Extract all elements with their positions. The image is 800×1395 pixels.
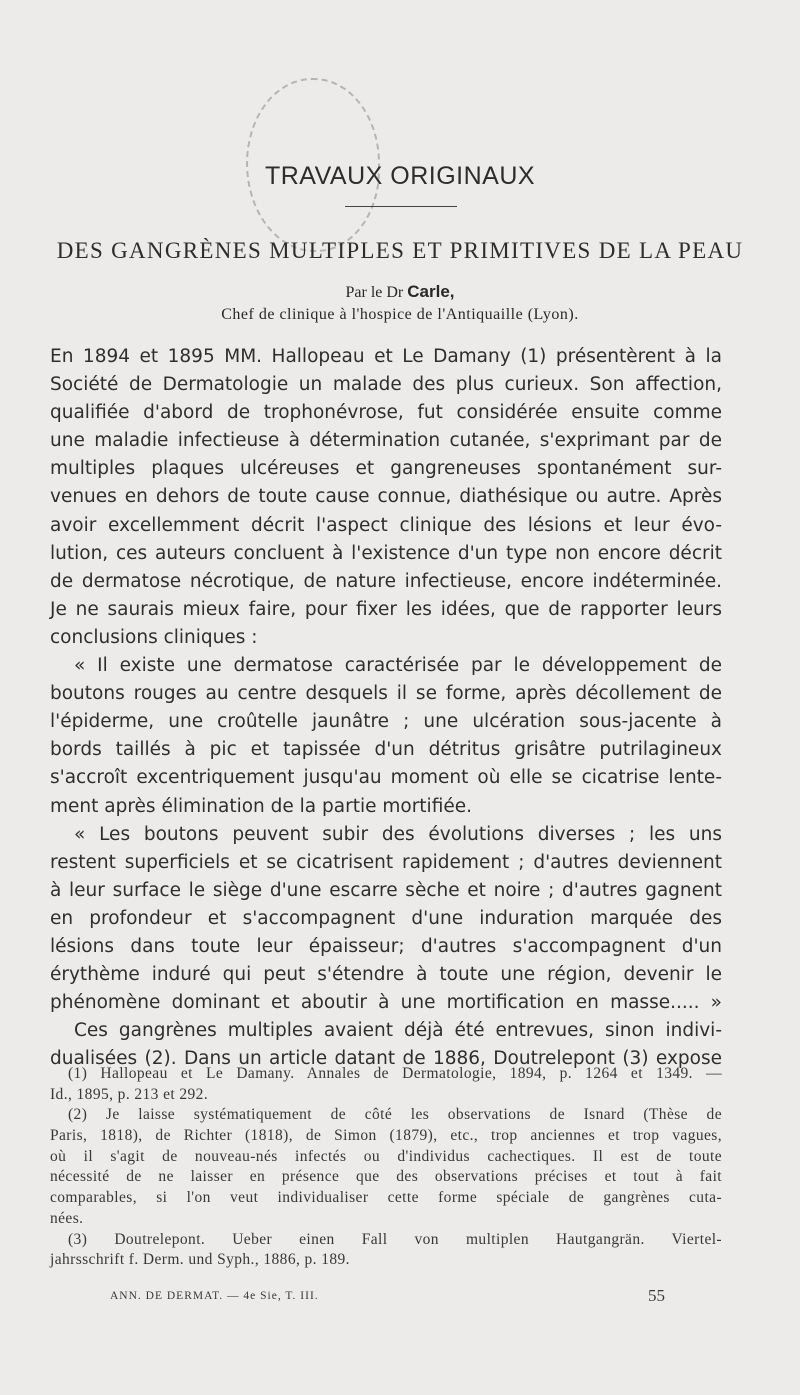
footnote-line: où il s'agit de nouveau-nés infectés ou d'individus cachectiques. Il est de toute [50, 1147, 722, 1165]
body-line: l'épiderme, une croûtelle jaunâtre ; une ulcération sous-jacente à [50, 711, 722, 733]
byline [0, 282, 800, 302]
body-line: qualifiée d'abord de trophonévrose, fut considérée ensuite comme [50, 402, 722, 424]
body-line: conclusions cliniques : [50, 626, 258, 648]
footnote-line: Id., 1895, p. 213 et 292. [50, 1085, 209, 1103]
body-line: « Les boutons peuvent subir des évolutions diverses ; les uns [74, 823, 722, 845]
body-line: à leur surface le siège d'une escarre sèche et noire ; d'autres gagnent [50, 879, 722, 901]
body-line: En 1894 et 1895 MM. Hallopeau et Le Damany (1) présentèrent à la [50, 346, 722, 367]
body-line: phénomène dominant et aboutir à une mortification en masse..... » [50, 992, 722, 1014]
body-line: ment après élimination de la partie mortifiée. [50, 795, 472, 817]
page-number: 55 [648, 1286, 665, 1305]
byline-prefix: Par le Dr [345, 284, 404, 301]
body-text [50, 343, 722, 1073]
title-rule [345, 206, 457, 207]
body-line: avoir excellemment décrit l'aspect clinique des lésions et leur évo- [50, 514, 722, 536]
body-line: en profondeur et s'accompagnent d'une induration marquée des [50, 907, 722, 929]
footnote-line: (3) Doutrelepont. Ueber einen Fall von multiplen Hautgangrän. Viertel- [68, 1230, 722, 1248]
body-line: Société de Dermatologie un malade des plus curieux. Son affection, [50, 374, 722, 396]
journal-reference: ANN. DE DERMAT. — 4e Sie, T. III. [110, 1290, 319, 1302]
footnote-line: (1) Hallopeau et Le Damany. Annales de Dermatologie, 1894, p. 1264 et 1349. — [68, 1065, 722, 1082]
body-line: bords taillés à pic et tapissée d'un détritus grisâtre putrilagineux [50, 739, 722, 761]
article-title: DES GANGRÈNES MULTIPLES ET PRIMITIVES DE LA PEAU [56, 238, 744, 263]
body-line: multiples plaques ulcéreuses et gangreneuses spontanément sur- [50, 458, 722, 480]
body-line: de dermatose nécrotique, de nature infectieuse, encore indéterminée. [50, 570, 722, 592]
affiliation: Chef de clinique à l'hospice de l'Antiquaille (Lyon). [221, 306, 579, 323]
section-title: TRAVAUX ORIGINAUX [264, 162, 536, 190]
body-line: Je ne saurais mieux faire, pour fixer les idées, que de rapporter leurs [50, 598, 722, 620]
body-line: « Il existe une dermatose caractérisée par le développement de [74, 655, 722, 677]
body-line: venues en dehors de toute cause connue, diathésique ou autre. Après [50, 486, 722, 508]
body-line: restent superficiels et se cicatrisent rapidement ; d'autres deviennent [50, 851, 722, 873]
footnote-line: jahrsschrift f. Derm. und Syph., 1886, p. 189. [50, 1251, 350, 1269]
body-line: érythème induré qui peut s'étendre à toute une région, devenir le [50, 964, 722, 986]
body-line: une maladie infectieuse à détermination cutanée, s'exprimant par de [50, 430, 722, 452]
body-line: boutons rouges au centre desquels il se forme, après décollement de [50, 683, 722, 705]
footnote-line: nées. [50, 1209, 84, 1227]
body-line: lution, ces auteurs concluent à l'existence d'un type non encore décrit [50, 542, 722, 564]
body-line: lésions dans toute leur épaisseur; d'autres s'accompagnent d'un [50, 935, 722, 957]
author-name: Carle, [407, 282, 455, 301]
body-line: dualisées (2). Dans un article datant de 1886, Doutrelepont (3) expose [50, 1048, 722, 1070]
body-line: s'accroît excentriquement jusqu'au moment où elle se cicatrise lente- [50, 767, 722, 789]
footnote-line: Paris, 1818), de Richter (1818), de Simon (1879), etc., trop anciennes et trop vagues, [50, 1127, 722, 1145]
footnote-line: (2) Je laisse systématiquement de côté les observations de Isnard (Thèse de [68, 1106, 722, 1124]
footnote-line: nécessité de ne laisser en présence que des observations précises et tout à fait [50, 1168, 722, 1186]
footnote-line: comparables, si l'on veut individualiser cette forme spéciale de gangrènes cuta- [50, 1189, 722, 1207]
footnotes [50, 1064, 722, 1271]
body-line: Ces gangrènes multiples avaient déjà été entrevues, sinon indivi- [74, 1020, 722, 1042]
